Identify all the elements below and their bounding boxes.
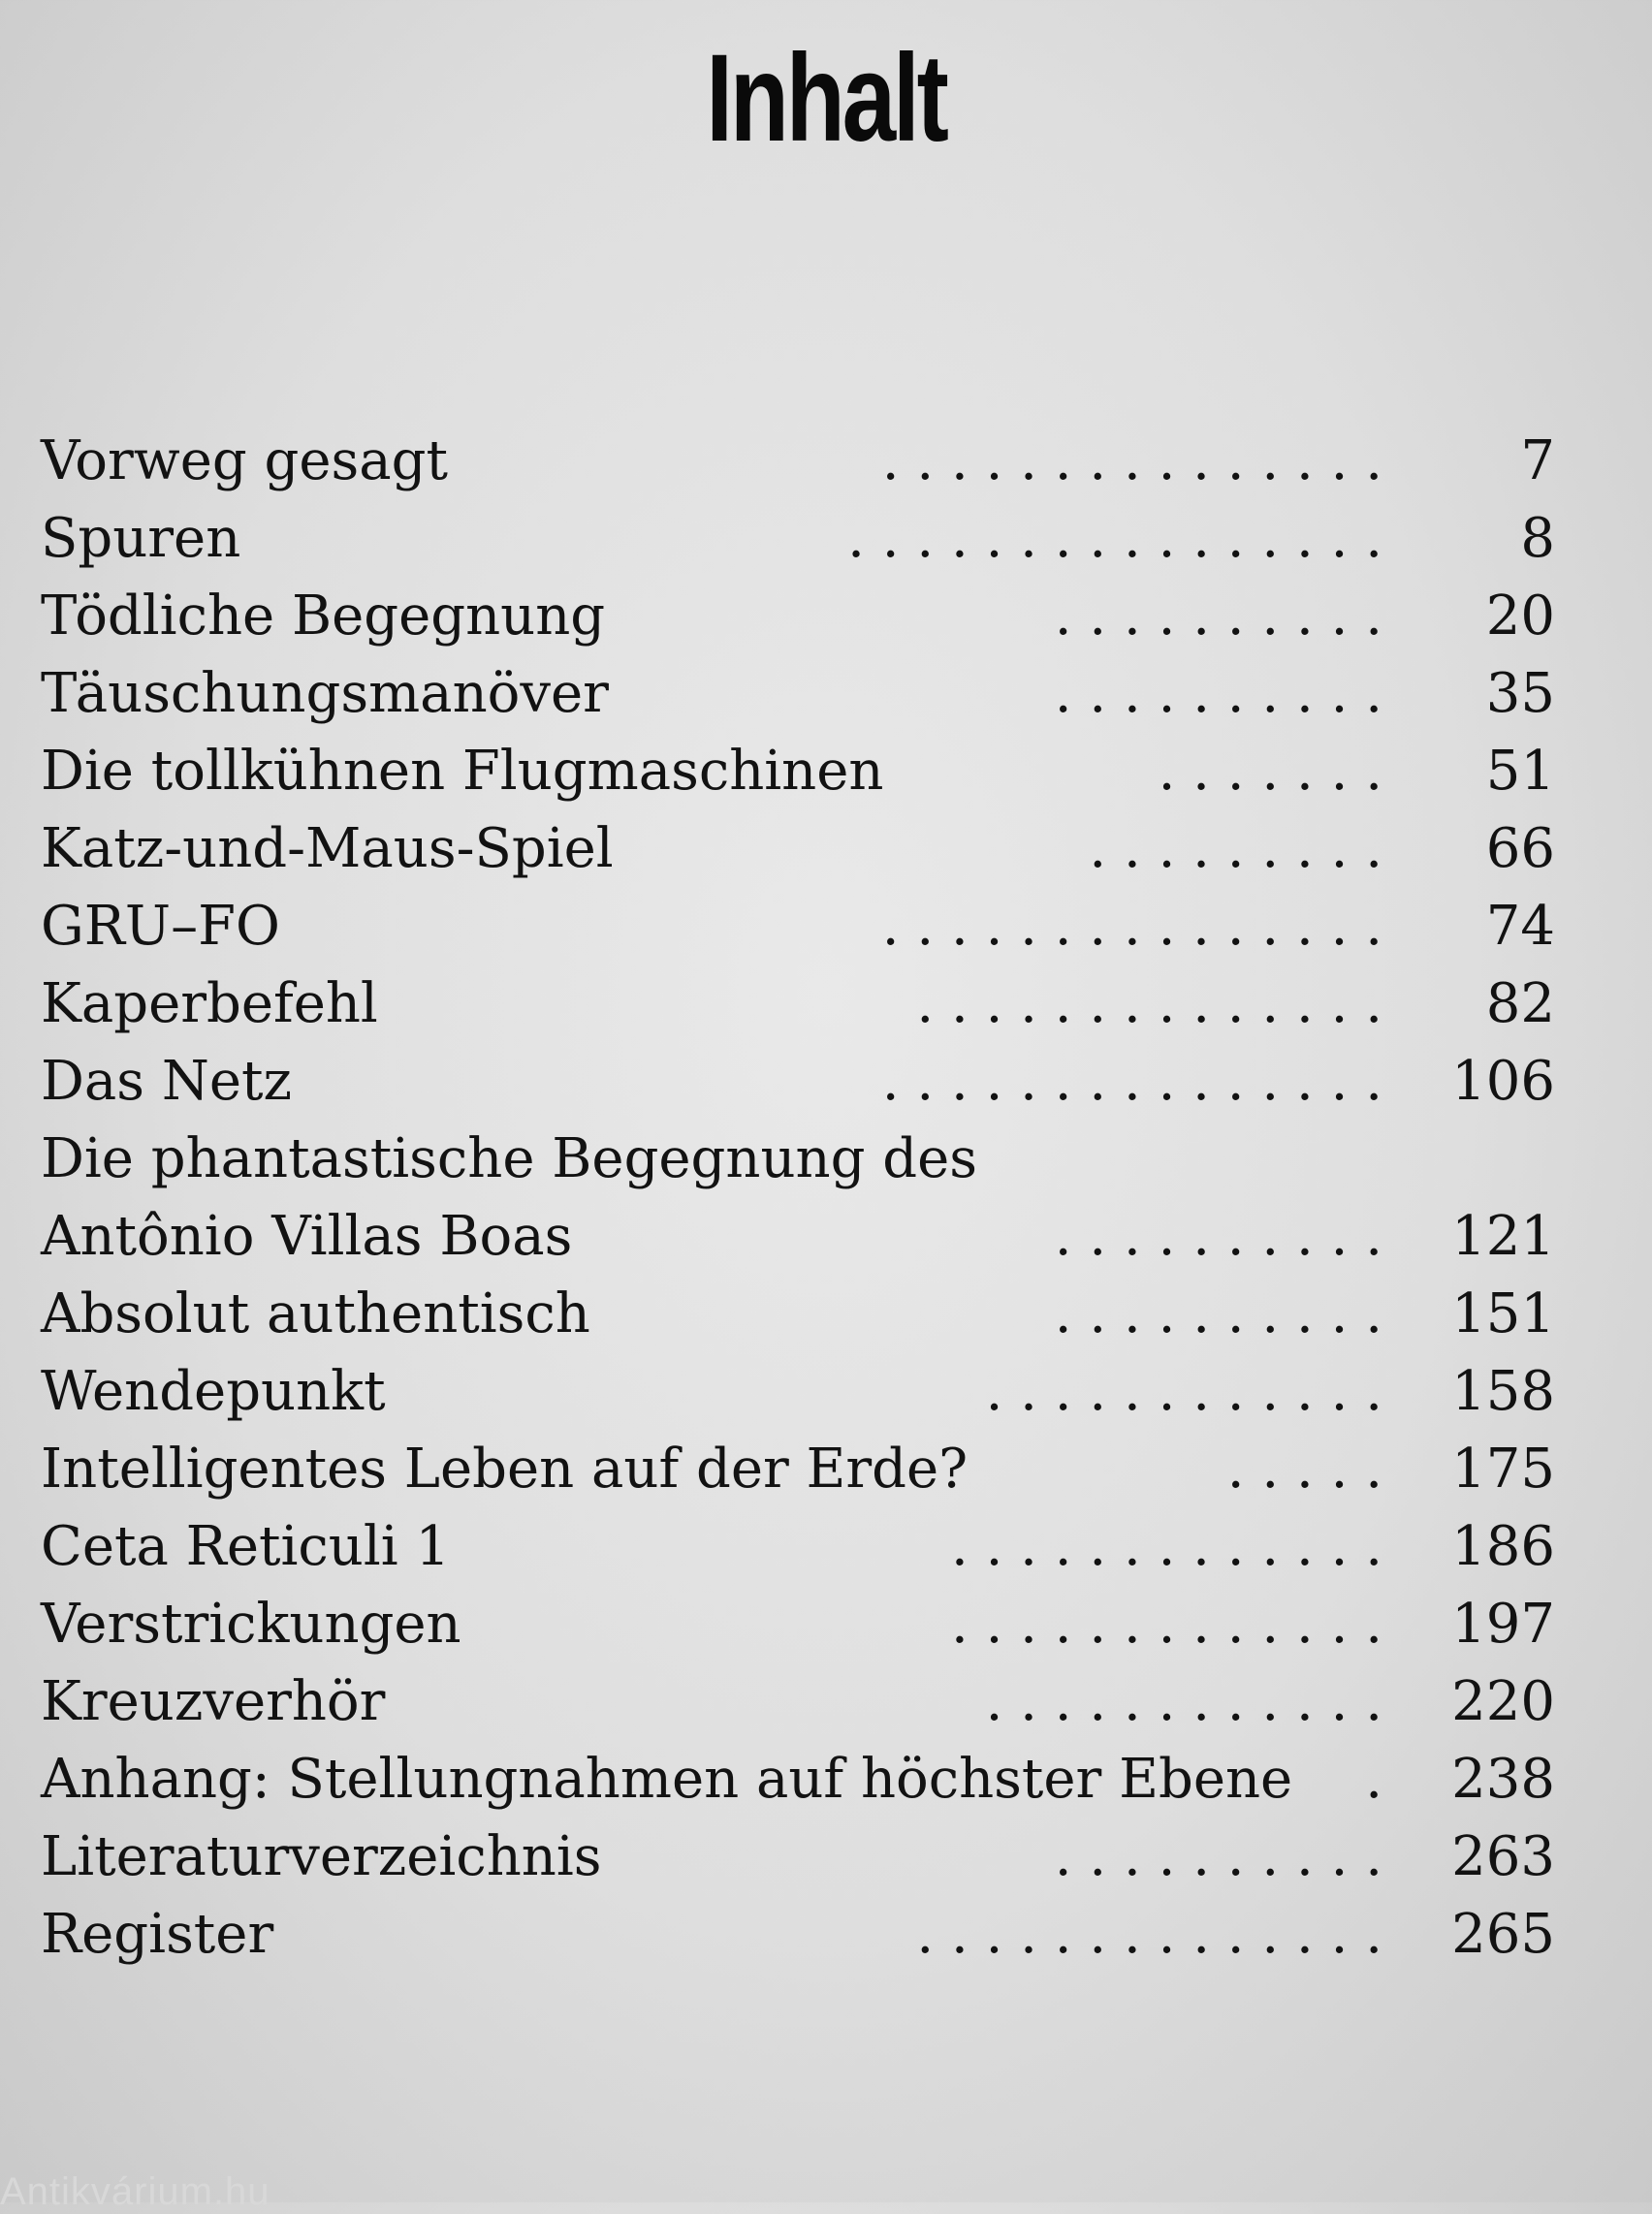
toc-entry	[41, 1663, 1555, 1741]
toc-entry	[41, 888, 1555, 965]
leader-dots: . . . . .	[1226, 1438, 1382, 1501]
toc-entry	[41, 1508, 1555, 1586]
leader-dots: . . . . . . . . . .	[1054, 585, 1382, 648]
toc-entry	[41, 1896, 1555, 1974]
toc-entry-title: Tödliche Begegnung	[41, 585, 606, 648]
toc-entry-page: 151	[1451, 1282, 1555, 1345]
toc-entry-title: Wendepunkt	[41, 1360, 386, 1423]
toc-entry-title: GRU–FO	[41, 895, 280, 958]
toc-entry-title: Register	[41, 1903, 274, 1966]
toc-entry-page: 197	[1451, 1593, 1555, 1656]
toc-entry-page: 106	[1451, 1050, 1555, 1113]
toc-entry-title: Kaperbefehl	[41, 972, 378, 1035]
watermark: Antikvárium.hu	[0, 2170, 270, 2213]
toc-entry-title: Verstrickungen	[41, 1593, 461, 1656]
toc-entry-page: 175	[1451, 1438, 1555, 1501]
toc-entry-title: Spuren	[41, 507, 241, 570]
toc-entry-title: Katz-und-Maus-Spiel	[41, 817, 614, 880]
toc-entry-title: Kreuzverhör	[41, 1670, 386, 1733]
leader-dots: . . . . . . . . . . . . .	[950, 1515, 1382, 1578]
table-of-contents	[41, 423, 1555, 1974]
toc-entry	[41, 1353, 1555, 1431]
toc-entry	[41, 1043, 1555, 1121]
toc-entry-page: 265	[1451, 1903, 1555, 1966]
toc-entry	[41, 733, 1555, 810]
leader-dots: . . . . . . . . . . . . . . .	[881, 429, 1382, 492]
toc-entry-title: Die tollkühnen Flugmaschinen	[41, 740, 884, 803]
toc-entry-page: 158	[1451, 1360, 1555, 1423]
leader-dots: . . . . . . . . . .	[1054, 1825, 1382, 1888]
toc-entry	[41, 655, 1555, 733]
leader-dots: . . . . . . . . . . . . . . . .	[847, 507, 1382, 570]
toc-entry	[41, 1586, 1555, 1663]
leader-dots: . . . . . . . . . . . . . . .	[881, 895, 1382, 958]
leader-dots: .	[1365, 1748, 1382, 1811]
leader-dots: . . . . . . . . . . . . . . .	[881, 1050, 1382, 1113]
leader-dots: . . . . . . . . . .	[1054, 1282, 1382, 1345]
toc-entry-title: Literaturverzeichnis	[41, 1825, 602, 1888]
toc-entry-title: Absolut authentisch	[41, 1282, 590, 1345]
toc-entry-page: 35	[1485, 662, 1555, 725]
toc-entry	[41, 423, 1555, 500]
leader-dots: . . . . . . . . . .	[1054, 1205, 1382, 1268]
leader-dots: . . . . . . . . . . . . . .	[916, 1903, 1382, 1966]
toc-entry	[41, 1819, 1555, 1896]
toc-entry-page: 220	[1451, 1670, 1555, 1733]
toc-entry-page: 7	[1520, 429, 1555, 492]
toc-entry-title: Ceta Reticuli 1	[41, 1515, 451, 1578]
toc-entry-page: 8	[1520, 507, 1555, 570]
toc-entry-title: Vorweg gesagt	[41, 429, 448, 492]
toc-entry	[41, 810, 1555, 888]
leader-dots: . . . . . . . . .	[1089, 817, 1382, 880]
toc-entry-page: 51	[1485, 740, 1555, 803]
leader-dots: . . . . . . . . . . . .	[985, 1360, 1382, 1423]
toc-entry-title: Intelligentes Leben auf der Erde?	[41, 1438, 969, 1501]
leader-dots: . . . . . . . . . . . . .	[950, 1593, 1382, 1656]
toc-entry-first-line	[41, 1121, 1555, 1198]
toc-entry-title: Die phantastische Begegnung des	[41, 1127, 977, 1190]
toc-entry	[41, 1276, 1555, 1353]
toc-entry	[41, 1198, 1555, 1276]
toc-entry-page: 20	[1485, 585, 1555, 648]
toc-entry-page: 186	[1451, 1515, 1555, 1578]
toc-entry-page: 263	[1451, 1825, 1555, 1888]
page-title: Inhalt	[706, 29, 946, 168]
toc-entry	[41, 1741, 1555, 1819]
toc-entry-title: Anhang: Stellungnahmen auf höchster Ebene	[41, 1748, 1293, 1811]
toc-entry-page: 238	[1451, 1748, 1555, 1811]
toc-entry-page: 82	[1485, 972, 1555, 1035]
toc-entry-page: 74	[1485, 895, 1555, 958]
leader-dots: . . . . . . . . . . . . . .	[916, 972, 1382, 1035]
leader-dots: . . . . . . .	[1158, 740, 1382, 803]
toc-entry	[41, 500, 1555, 578]
toc-entry	[41, 1431, 1555, 1508]
toc-entry	[41, 965, 1555, 1043]
toc-entry-title: Täuschungsmanöver	[41, 662, 609, 725]
toc-entry-page: 66	[1485, 817, 1555, 880]
toc-entry-title-continuation: Antônio Villas Boas	[41, 1205, 573, 1268]
toc-entry-title: Das Netz	[41, 1050, 292, 1113]
toc-entry-page: 121	[1451, 1205, 1555, 1268]
leader-dots: . . . . . . . . . .	[1054, 662, 1382, 725]
toc-entry	[41, 578, 1555, 655]
leader-dots: . . . . . . . . . . . .	[985, 1670, 1382, 1733]
